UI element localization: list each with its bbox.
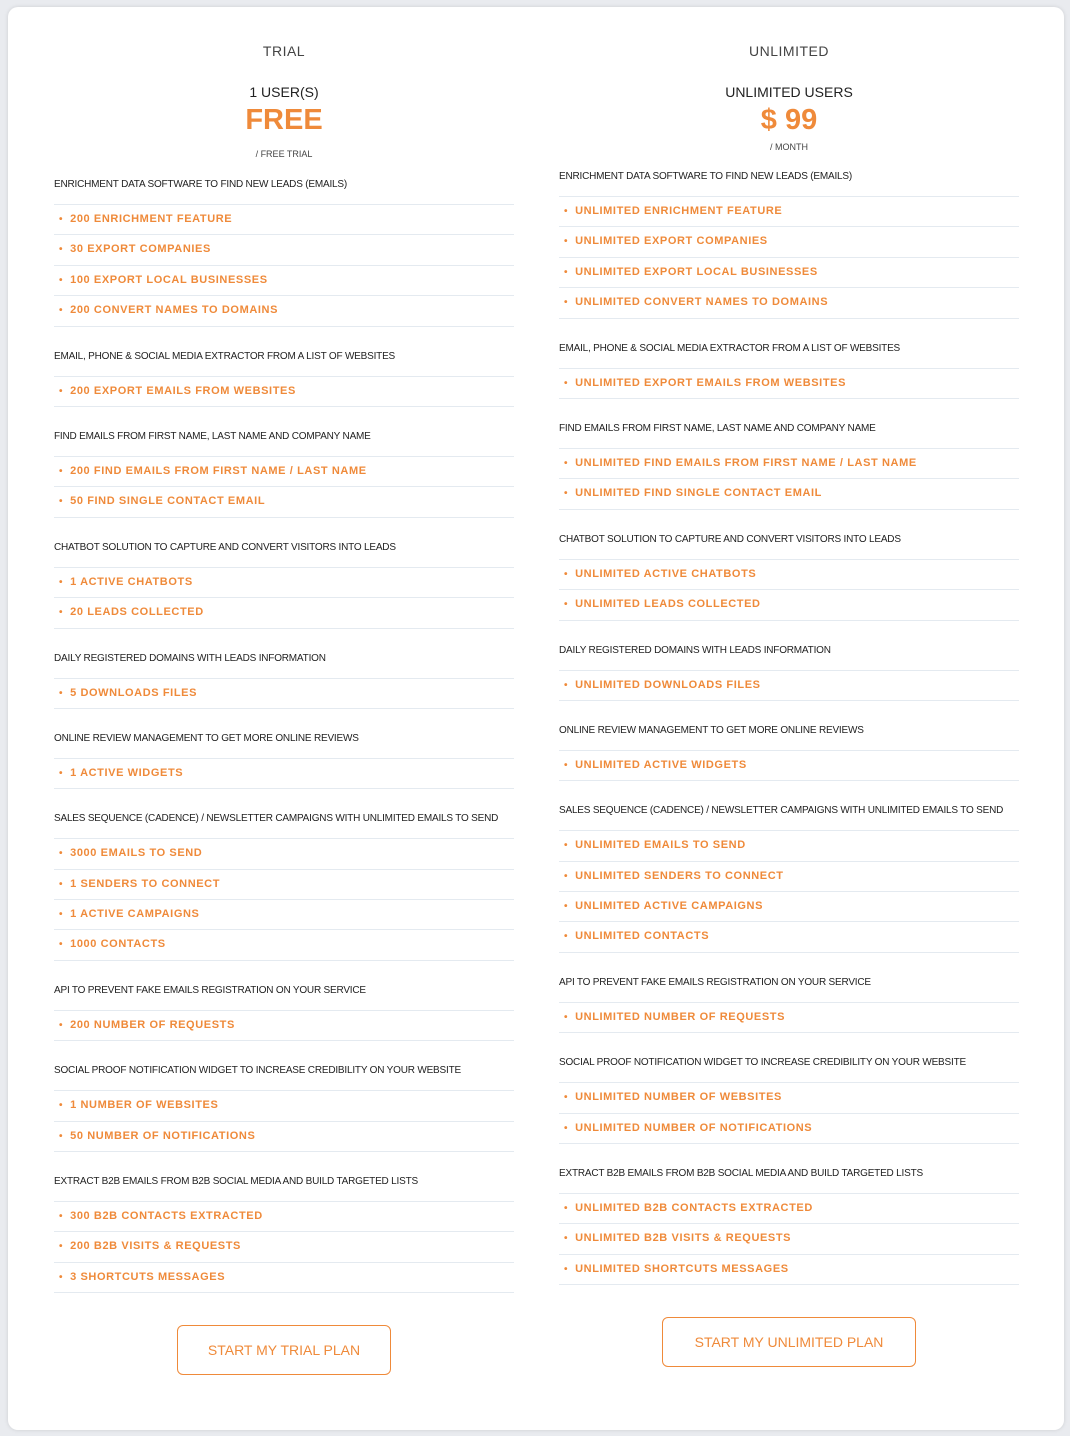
- feature-section: [54, 407, 514, 518]
- feature-item: [559, 1083, 1019, 1113]
- feature-label: UNLIMITED DOWNLOADS FILES: [575, 678, 761, 691]
- bullet-icon: •: [564, 599, 569, 611]
- feature-label: UNLIMITED NUMBER OF NOTIFICATIONS: [575, 1121, 813, 1134]
- bullet-icon: •: [564, 931, 569, 943]
- bullet-icon: •: [564, 901, 569, 913]
- feature-section: [54, 1152, 514, 1293]
- bullet-icon: •: [564, 870, 569, 882]
- feature-section: [54, 961, 514, 1041]
- feature-sections: [559, 171, 1019, 1285]
- feature-item: [559, 590, 1019, 620]
- feature-label: 3000 EMAILS TO SEND: [70, 847, 203, 860]
- bullet-icon: •: [59, 848, 64, 860]
- bullet-icon: •: [564, 1233, 569, 1245]
- start-trial-plan-button[interactable]: START MY TRIAL PLAN: [177, 1325, 391, 1375]
- feature-item: [54, 457, 514, 487]
- bullet-icon: •: [564, 1011, 569, 1023]
- plan-period: / MONTH: [770, 142, 808, 152]
- bullet-icon: •: [59, 1211, 64, 1223]
- feature-item: [54, 870, 514, 900]
- feature-section: [559, 171, 1019, 319]
- bullet-icon: •: [564, 840, 569, 852]
- feature-item: [54, 377, 514, 407]
- bullet-icon: •: [59, 939, 64, 951]
- section-title: EXTRACT B2B EMAILS FROM B2B SOCIAL MEDIA AND BUILD TARGETED LISTS: [54, 1176, 514, 1202]
- bullet-icon: •: [59, 274, 64, 286]
- feature-label: 50 FIND SINGLE CONTACT EMAIL: [70, 495, 266, 508]
- bullet-icon: •: [564, 1203, 569, 1215]
- feature-item: [559, 1224, 1019, 1254]
- feature-section: [54, 789, 514, 961]
- bullet-icon: •: [59, 687, 64, 699]
- feature-label: 1 ACTIVE CHATBOTS: [70, 575, 193, 588]
- feature-section: [54, 709, 514, 789]
- bullet-icon: •: [59, 214, 64, 225]
- bullet-icon: •: [564, 266, 569, 278]
- bullet-icon: •: [59, 1100, 64, 1112]
- feature-item: [559, 922, 1019, 952]
- feature-label: UNLIMITED ACTIVE CAMPAIGNS: [575, 900, 764, 913]
- plan-unlimited: [559, 7, 1019, 1367]
- feature-item: [54, 1202, 514, 1232]
- feature-label: 1 ACTIVE WIDGETS: [70, 766, 184, 779]
- section-title: SOCIAL PROOF NOTIFICATION WIDGET TO INCREASE CREDIBILITY ON YOUR WEBSITE: [54, 1065, 514, 1091]
- feature-section: [54, 179, 514, 327]
- feature-item: [54, 296, 514, 326]
- bullet-icon: •: [59, 1271, 64, 1283]
- bullet-icon: •: [59, 496, 64, 508]
- feature-item: [559, 479, 1019, 509]
- bullet-icon: •: [59, 244, 64, 256]
- feature-label: UNLIMITED B2B CONTACTS EXTRACTED: [575, 1202, 813, 1215]
- bullet-icon: •: [59, 1019, 64, 1031]
- feature-label: 200 EXPORT EMAILS FROM WEBSITES: [70, 384, 296, 397]
- feature-item: [559, 227, 1019, 257]
- feature-item: [54, 679, 514, 709]
- feature-label: UNLIMITED SENDERS TO CONNECT: [575, 869, 784, 882]
- plan-period: / FREE TRIAL: [255, 149, 313, 159]
- plan-price: $ 99: [760, 104, 818, 136]
- feature-item: [559, 1194, 1019, 1224]
- feature-section: [559, 510, 1019, 621]
- feature-item: [54, 235, 514, 265]
- feature-item: [54, 568, 514, 598]
- feature-item: [559, 1255, 1019, 1285]
- bullet-icon: •: [59, 607, 64, 619]
- section-title: SALES SEQUENCE (CADENCE) / NEWSLETTER CAMPAIGNS WITH UNLIMITED EMAILS TO SEND: [559, 805, 1019, 831]
- bullet-icon: •: [564, 206, 569, 217]
- start-unlimited-plan-button[interactable]: START MY UNLIMITED PLAN: [662, 1317, 916, 1367]
- feature-item: [54, 1091, 514, 1121]
- feature-item: [559, 369, 1019, 399]
- feature-section: [559, 319, 1019, 399]
- feature-item: [54, 1263, 514, 1293]
- section-title: API TO PREVENT FAKE EMAILS REGISTRATION ON YOUR SERVICE: [54, 985, 514, 1011]
- plan-users: 1 USER(S): [249, 84, 319, 100]
- feature-item: [559, 1114, 1019, 1144]
- feature-item: [559, 1003, 1019, 1033]
- feature-label: UNLIMITED B2B VISITS & REQUESTS: [575, 1232, 792, 1245]
- section-title: ONLINE REVIEW MANAGEMENT TO GET MORE ONLINE REVIEWS: [54, 733, 514, 759]
- bullet-icon: •: [59, 465, 64, 477]
- section-title: DAILY REGISTERED DOMAINS WITH LEADS INFORMATION: [54, 653, 514, 679]
- feature-label: 5 DOWNLOADS FILES: [70, 686, 198, 699]
- feature-item: [54, 1232, 514, 1262]
- feature-label: 200 FIND EMAILS FROM FIRST NAME / LAST NAME: [70, 464, 367, 477]
- feature-item: [54, 1011, 514, 1041]
- feature-item: [559, 671, 1019, 701]
- feature-label: 1 SENDERS TO CONNECT: [70, 877, 221, 890]
- plan-price: FREE: [245, 104, 323, 136]
- bullet-icon: •: [564, 759, 569, 771]
- feature-label: 200 CONVERT NAMES TO DOMAINS: [70, 304, 279, 317]
- feature-section: [559, 1144, 1019, 1285]
- feature-label: 3 SHORTCUTS MESSAGES: [70, 1270, 226, 1283]
- bullet-icon: •: [59, 385, 64, 397]
- bullet-icon: •: [564, 457, 569, 469]
- feature-section: [559, 1033, 1019, 1144]
- pricing-card: [8, 7, 1064, 1430]
- feature-label: UNLIMITED EMAILS TO SEND: [575, 839, 746, 852]
- feature-item: [54, 266, 514, 296]
- section-title: EMAIL, PHONE & SOCIAL MEDIA EXTRACTOR FROM A LIST OF WEBSITES: [54, 351, 514, 377]
- bullet-icon: •: [59, 576, 64, 588]
- bullet-icon: •: [564, 1263, 569, 1275]
- bullet-icon: •: [59, 878, 64, 890]
- feature-item: [559, 288, 1019, 318]
- feature-section: [54, 1041, 514, 1152]
- section-title: SOCIAL PROOF NOTIFICATION WIDGET TO INCREASE CREDIBILITY ON YOUR WEBSITE: [559, 1057, 1019, 1083]
- bullet-icon: •: [564, 488, 569, 500]
- feature-sections: [54, 179, 514, 1293]
- bullet-icon: •: [564, 297, 569, 309]
- feature-label: UNLIMITED EXPORT COMPANIES: [575, 235, 768, 248]
- plan-name: TRIAL: [262, 43, 306, 59]
- feature-item: [559, 197, 1019, 227]
- feature-item: [54, 205, 514, 235]
- section-title: EXTRACT B2B EMAILS FROM B2B SOCIAL MEDIA AND BUILD TARGETED LISTS: [559, 1168, 1019, 1194]
- feature-label: UNLIMITED SHORTCUTS MESSAGES: [575, 1262, 789, 1275]
- feature-item: [54, 598, 514, 628]
- section-title: DAILY REGISTERED DOMAINS WITH LEADS INFORMATION: [559, 645, 1019, 671]
- feature-label: 200 NUMBER OF REQUESTS: [70, 1018, 235, 1031]
- bullet-icon: •: [564, 1122, 569, 1134]
- feature-section: [559, 781, 1019, 953]
- feature-label: 200 B2B VISITS & REQUESTS: [70, 1240, 241, 1253]
- bullet-icon: •: [59, 1241, 64, 1253]
- feature-item: [54, 839, 514, 869]
- feature-label: UNLIMITED NUMBER OF REQUESTS: [575, 1010, 786, 1023]
- section-title: EMAIL, PHONE & SOCIAL MEDIA EXTRACTOR FROM A LIST OF WEBSITES: [559, 343, 1019, 369]
- feature-label: UNLIMITED ACTIVE WIDGETS: [575, 758, 747, 771]
- feature-item: [559, 449, 1019, 479]
- bullet-icon: •: [59, 1130, 64, 1142]
- feature-item: [54, 1122, 514, 1152]
- plan-trial: [54, 7, 514, 1375]
- feature-item: [54, 759, 514, 789]
- feature-section: [559, 399, 1019, 510]
- feature-label: UNLIMITED EXPORT EMAILS FROM WEBSITES: [575, 376, 847, 389]
- feature-item: [54, 930, 514, 960]
- feature-label: 300 B2B CONTACTS EXTRACTED: [70, 1210, 263, 1223]
- section-title: ENRICHMENT DATA SOFTWARE TO FIND NEW LEADS (EMAILS): [559, 171, 1019, 197]
- feature-label: 100 EXPORT LOCAL BUSINESSES: [70, 273, 268, 286]
- feature-item: [559, 892, 1019, 922]
- feature-label: UNLIMITED EXPORT LOCAL BUSINESSES: [575, 265, 818, 278]
- bullet-icon: •: [564, 1092, 569, 1104]
- feature-label: UNLIMITED NUMBER OF WEBSITES: [575, 1091, 782, 1104]
- feature-label: 1000 CONTACTS: [70, 938, 166, 951]
- feature-label: UNLIMITED ENRICHMENT FEATURE: [575, 205, 783, 217]
- feature-label: UNLIMITED ACTIVE CHATBOTS: [575, 567, 757, 580]
- feature-section: [54, 629, 514, 709]
- bullet-icon: •: [59, 305, 64, 317]
- feature-item: [54, 900, 514, 930]
- feature-section: [559, 701, 1019, 781]
- feature-label: UNLIMITED LEADS COLLECTED: [575, 598, 761, 611]
- feature-item: [559, 751, 1019, 781]
- feature-section: [54, 327, 514, 407]
- section-title: API TO PREVENT FAKE EMAILS REGISTRATION ON YOUR SERVICE: [559, 977, 1019, 1003]
- feature-label: 20 LEADS COLLECTED: [70, 606, 204, 619]
- feature-label: UNLIMITED FIND SINGLE CONTACT EMAIL: [575, 487, 823, 500]
- section-title: FIND EMAILS FROM FIRST NAME, LAST NAME AND COMPANY NAME: [559, 423, 1019, 449]
- bullet-icon: •: [564, 377, 569, 389]
- section-title: ONLINE REVIEW MANAGEMENT TO GET MORE ONLINE REVIEWS: [559, 725, 1019, 751]
- section-title: FIND EMAILS FROM FIRST NAME, LAST NAME AND COMPANY NAME: [54, 431, 514, 457]
- feature-item: [559, 258, 1019, 288]
- feature-item: [559, 831, 1019, 861]
- bullet-icon: •: [564, 679, 569, 691]
- feature-item: [559, 560, 1019, 590]
- section-title: CHATBOT SOLUTION TO CAPTURE AND CONVERT VISITORS INTO LEADS: [559, 534, 1019, 560]
- feature-label: UNLIMITED CONVERT NAMES TO DOMAINS: [575, 296, 829, 309]
- feature-label: 1 NUMBER OF WEBSITES: [70, 1099, 219, 1112]
- section-title: SALES SEQUENCE (CADENCE) / NEWSLETTER CAMPAIGNS WITH UNLIMITED EMAILS TO SEND: [54, 813, 514, 839]
- plan-name: UNLIMITED: [749, 43, 829, 59]
- feature-section: [559, 621, 1019, 701]
- bullet-icon: •: [564, 568, 569, 580]
- bullet-icon: •: [59, 767, 64, 779]
- section-title: ENRICHMENT DATA SOFTWARE TO FIND NEW LEADS (EMAILS): [54, 179, 514, 205]
- plan-users: UNLIMITED USERS: [725, 84, 853, 100]
- feature-label: 50 NUMBER OF NOTIFICATIONS: [70, 1129, 256, 1142]
- feature-item: [54, 487, 514, 517]
- feature-section: [559, 953, 1019, 1033]
- feature-label: 30 EXPORT COMPANIES: [70, 243, 211, 256]
- feature-label: 1 ACTIVE CAMPAIGNS: [70, 908, 200, 921]
- feature-item: [559, 862, 1019, 892]
- feature-section: [54, 518, 514, 629]
- feature-label: 200 ENRICHMENT FEATURE: [70, 213, 233, 225]
- bullet-icon: •: [564, 236, 569, 248]
- feature-label: UNLIMITED CONTACTS: [575, 930, 710, 943]
- section-title: CHATBOT SOLUTION TO CAPTURE AND CONVERT VISITORS INTO LEADS: [54, 542, 514, 568]
- bullet-icon: •: [59, 909, 64, 921]
- feature-label: UNLIMITED FIND EMAILS FROM FIRST NAME / LAST NAME: [575, 456, 917, 469]
